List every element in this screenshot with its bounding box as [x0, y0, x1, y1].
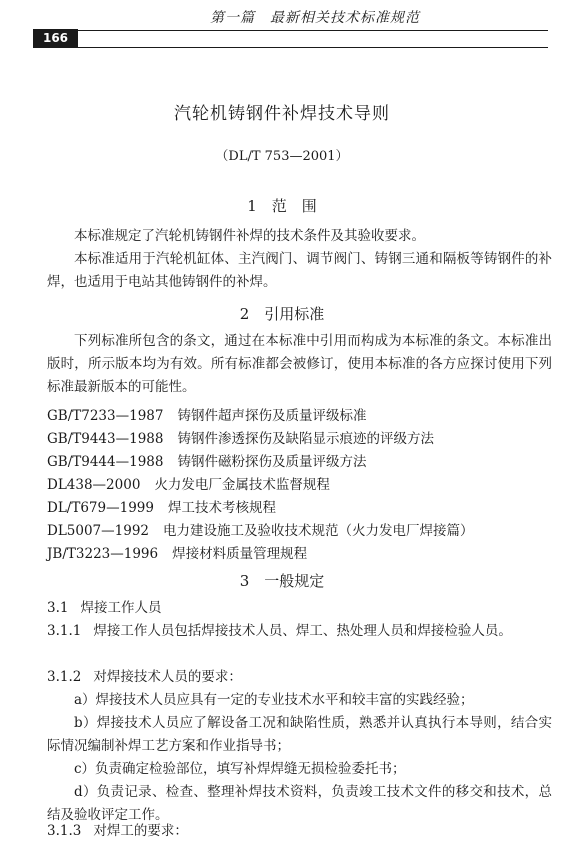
clause-number: 3.1 — [47, 600, 69, 616]
clause-3-1-2 — [47, 666, 552, 689]
reference-title: 火力发电厂金属技术监督规程 — [154, 477, 330, 493]
reference-code: DL438—2000 — [47, 477, 141, 493]
header-rule-bottom — [78, 47, 548, 48]
clause-text: 对焊工的要求： — [93, 823, 188, 839]
reference-item — [47, 404, 366, 424]
clause-text: 对焊接技术人员的要求： — [93, 669, 242, 685]
reference-title: 焊工技术考核规程 — [167, 500, 276, 516]
reference-item — [47, 519, 474, 539]
list-item-b: b）焊接技术人员应了解设备工况和缺陷性质，熟悉并认真执行本导则，结合实际情况编制补焊工艺方案和作业指导书； — [47, 715, 552, 754]
reference-title: 电力建设施工及验收技术规范（火力发电厂焊接篇） — [163, 523, 474, 539]
reference-code: GB/T9444—1988 — [47, 454, 164, 470]
clause-number: 3.1.3 — [47, 823, 82, 839]
document-title: 汽轮机铸钢件补焊技术导则 — [174, 104, 390, 124]
page-header — [0, 0, 564, 48]
section-1-heading: 1 范 围 — [247, 197, 317, 215]
reference-item — [47, 450, 366, 470]
reference-title: 铸钢件超声探伤及质量评级标准 — [177, 408, 367, 424]
reference-item — [47, 542, 307, 562]
reference-item — [47, 473, 330, 493]
reference-code: JB/T3223—1996 — [47, 546, 159, 562]
reference-item — [47, 496, 276, 516]
reference-code: GB/T9443—1988 — [47, 431, 164, 447]
reference-title: 铸钢件磁粉探伤及质量评级方法 — [177, 454, 367, 470]
list-item-d: d）负责记录、检查、整理补焊技术资料，负责竣工技术文件的移交和技术，总结及验收评定工作。 — [47, 784, 552, 823]
clause-3-1 — [47, 597, 552, 620]
header-rule-top — [33, 30, 548, 31]
section-2-heading: 2 引用标准 — [239, 305, 325, 323]
document-code: （DL/T 753—2001） — [215, 149, 349, 164]
reference-item — [47, 427, 434, 447]
list-item-a: a）焊接技术人员应具有一定的专业技术水平和较丰富的实践经验； — [74, 692, 474, 708]
clause-number: 3.1.1 — [47, 623, 82, 639]
reference-code: DL5007—1992 — [47, 523, 150, 539]
section-1-paragraph-2: 本标准适用于汽轮机缸体、主汽阀门、调节阀门、铸钢三通和隔板等铸钢件的补焊，也适用于电站其他铸钢件的补焊。 — [47, 251, 552, 290]
section-1-paragraph-1: 本标准规定了汽轮机铸钢件补焊的技术条件及其验收要求。 — [74, 228, 425, 244]
section-3-heading: 3 一般规定 — [239, 572, 325, 590]
reference-title: 焊接材料质量管理规程 — [172, 546, 308, 562]
clause-3-1-3 — [47, 820, 552, 843]
header-title: 第一篇 最新相关技术标准规范 — [210, 10, 420, 26]
clause-text: 焊接工作人员 — [80, 600, 162, 616]
reference-title: 铸钢件渗透探伤及缺陷显示痕迹的评级方法 — [177, 431, 434, 447]
page-number-badge: 166 — [33, 29, 78, 48]
clause-text: 焊接工作人员包括焊接技术人员、焊工、热处理人员和焊接检验人员。 — [93, 623, 512, 639]
section-2-paragraph: 下列标准所包含的条文，通过在本标准中引用而构成为本标准的条文。本标准出版时，所示版本均为有效。所有标准都会被修订，使用本标准的各方应探讨使用下列标准最新版本的可能性。 — [47, 333, 552, 395]
reference-code: DL/T679—1999 — [47, 500, 154, 516]
clause-3-1-1 — [47, 620, 552, 643]
clause-number: 3.1.2 — [47, 669, 82, 685]
reference-code: GB/T7233—1987 — [47, 408, 164, 424]
list-item-c: c）负责确定检验部位，填写补焊焊缝无损检验委托书； — [74, 761, 406, 777]
